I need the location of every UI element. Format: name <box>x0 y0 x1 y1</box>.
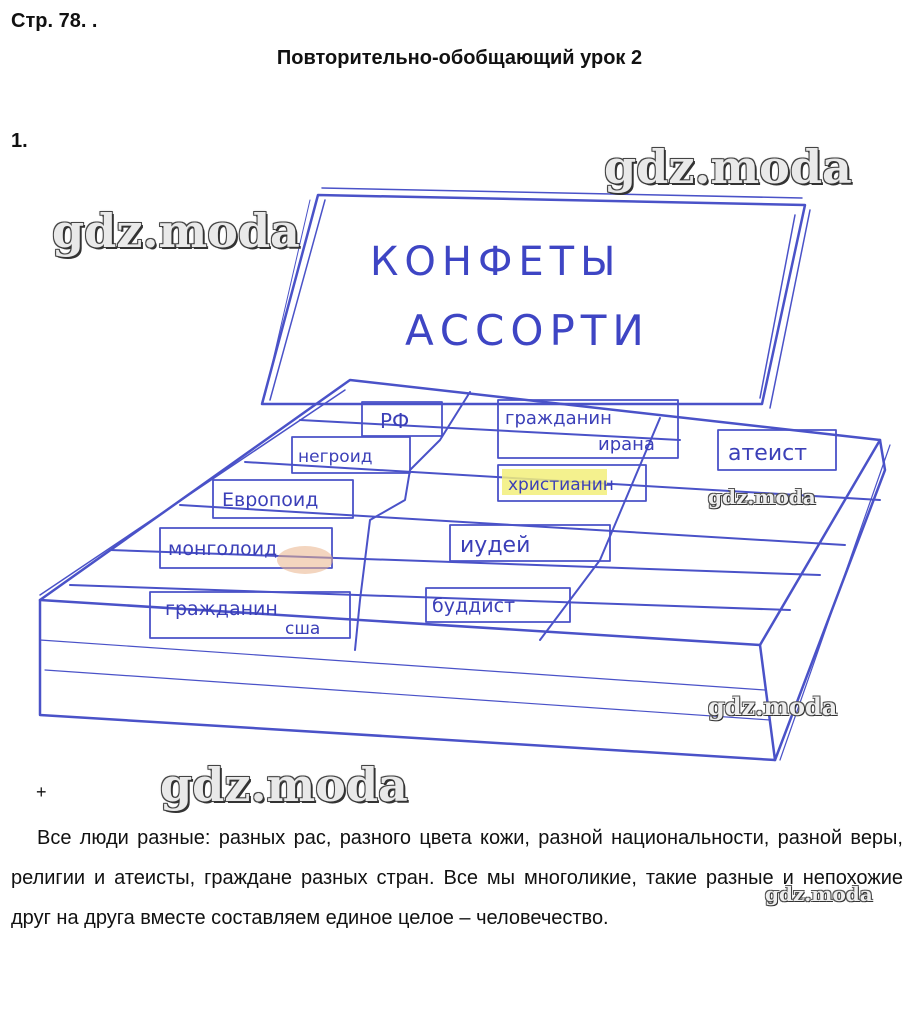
label-usa: гражданин <box>165 598 278 620</box>
watermark: gdz.moda <box>708 692 838 721</box>
label-atheist: атеист <box>728 441 808 466</box>
watermark: gdz.moda <box>52 204 300 258</box>
lid-text-1: КОНФЕТЫ <box>370 239 622 285</box>
label-rf: РФ <box>380 409 410 433</box>
label-negroid: негроид <box>298 447 373 467</box>
watermark: gdz.moda <box>708 485 816 509</box>
lid-text-2: АССОРТИ <box>405 306 650 355</box>
watermark: gdz.moda <box>160 758 408 812</box>
label-europoid: Европоид <box>222 489 319 511</box>
watermark: gdz.moda <box>765 882 873 906</box>
answer-text: Все люди разные: разных рас, разного цвета кожи, разной национальности, разной веры, религии и атеисты, граждане разных стран. Все мы многоликие, такие разные и непохожие друг на друга вместе составляем единое целое – человечество. <box>11 827 903 929</box>
label-jew: иудей <box>460 533 531 558</box>
label-buddhist: буддист <box>432 595 516 617</box>
label-usa-2: сша <box>285 619 321 639</box>
label-iran-2: ирана <box>598 434 655 455</box>
plus-mark: + <box>36 782 47 802</box>
label-mongoloid: монголоид <box>168 538 278 560</box>
lesson-title: Повторительно-обобщающий урок 2 <box>276 47 643 69</box>
box-lid <box>262 188 810 408</box>
page-number: Стр. 78. . <box>11 10 98 32</box>
label-christian: христианин <box>508 475 614 495</box>
task-number: 1. <box>11 130 28 152</box>
watermark: gdz.moda <box>604 140 852 194</box>
mongoloid-smudge <box>277 546 333 574</box>
label-iran: гражданин <box>505 408 612 429</box>
